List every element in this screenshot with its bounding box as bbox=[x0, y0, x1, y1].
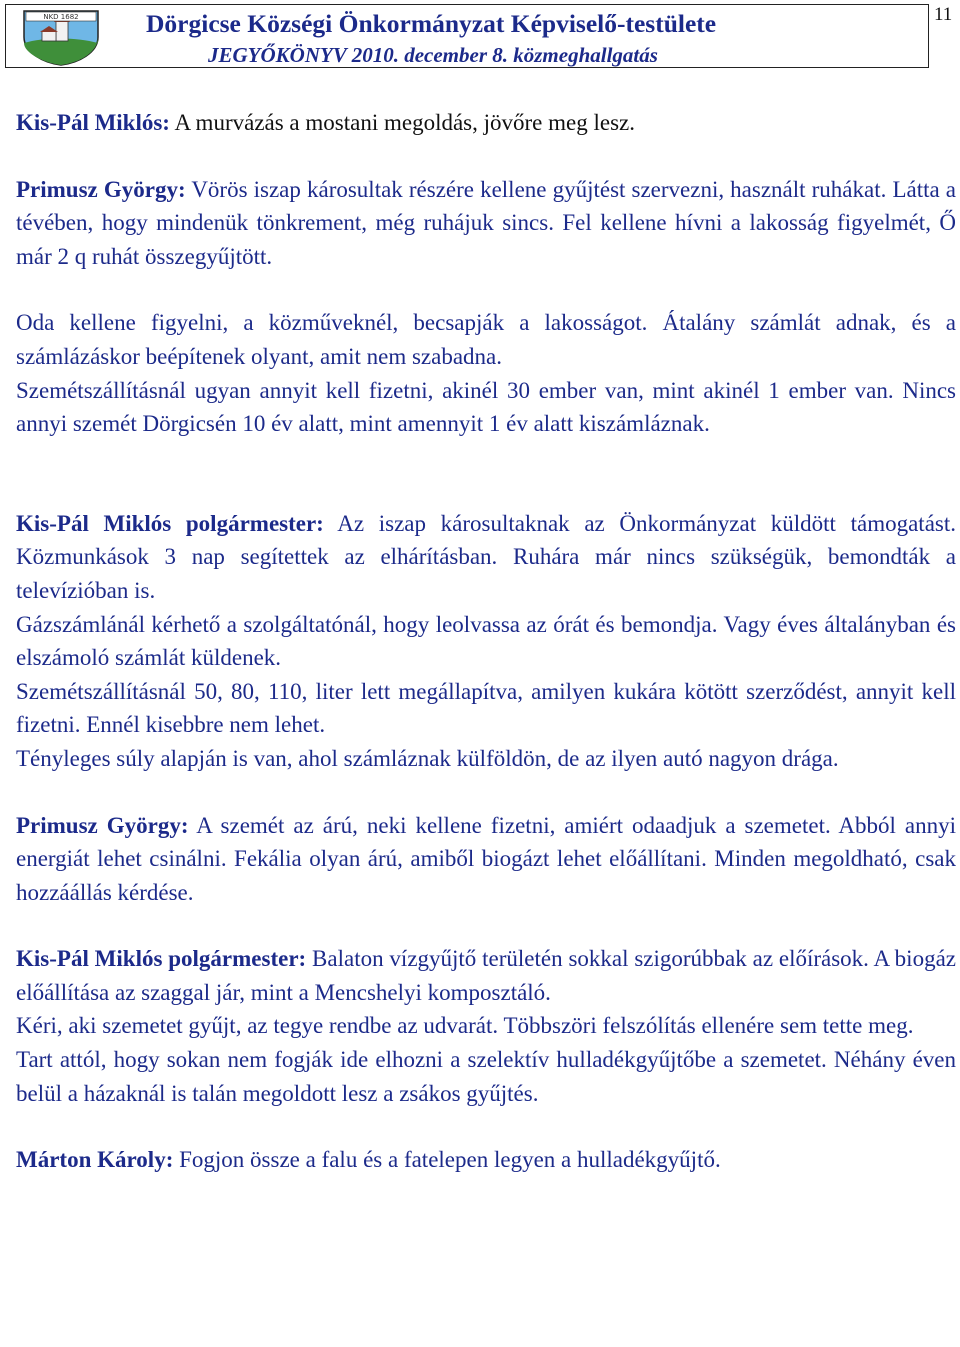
paragraph: Oda kellene figyelni, a közműveknél, becsapják a lakosságot. Átalány számlát adnak, és a számlázáskor beépítenek olyant, amit nem szabadna. bbox=[16, 310, 956, 369]
speech-block bbox=[16, 942, 956, 1110]
page-number: 11 bbox=[934, 4, 953, 25]
speech-block bbox=[16, 106, 956, 140]
speaker-name: Kis-Pál Miklós: bbox=[16, 110, 170, 135]
speech-text: A szemét az árú, neki kellene fizetni, amiért odaadjuk a szemetet. Abból annyi energiát lehet csinálni. Fekália olyan árú, amiből biogázt lehet előállítani. Minden megoldható, csak hozzáállás kérdése. bbox=[16, 812, 957, 905]
speech-text: A murvázás a mostani megoldás, jövőre meg lesz. bbox=[174, 110, 635, 135]
speech-block bbox=[16, 507, 956, 776]
speaker-name: Kis-Pál Miklós polgármester: bbox=[16, 510, 324, 536]
paragraph bbox=[16, 173, 956, 274]
speech-block bbox=[16, 173, 956, 441]
document-body bbox=[16, 106, 956, 1177]
speech-block bbox=[16, 809, 956, 910]
speaker-name: Márton Károly: bbox=[16, 1147, 174, 1173]
paragraph bbox=[16, 106, 956, 140]
paragraph: Tényleges súly alapján is van, ahol számláznak külföldön, de az ilyen autó nagyon drága. bbox=[16, 745, 839, 771]
paragraph: Kéri, aki szemetet gyűjt, az tegye rendbe az udvarát. Többszöri felszólítás ellenére sem tette meg. bbox=[16, 1013, 914, 1039]
document-subtitle: JEGYŐKÖNYV 2010. december 8. közmeghallgatás bbox=[208, 43, 658, 67]
paragraph: Gázszámlánál kérhető a szolgáltatónál, hogy leolvassa az órát és bemondja. Vagy éves általányban és elszámoló számlát küldenek. bbox=[16, 611, 956, 671]
speech-text: Balaton vízgyűjtő területén sokkal szigorúbbak az előírások. A biogáz előállítása az szaggal jár, mint a Mencshelyi komposztáló. bbox=[16, 946, 956, 1005]
paragraph bbox=[16, 809, 956, 910]
page-header bbox=[5, 4, 929, 68]
speaker-name: Kis-Pál Miklós polgármester: bbox=[16, 946, 307, 972]
paragraph bbox=[16, 942, 956, 1009]
speaker-name: Primusz György: bbox=[16, 812, 189, 838]
coat-of-arms-icon bbox=[16, 7, 106, 67]
speech-block bbox=[16, 1143, 956, 1177]
speaker-name: Primusz György: bbox=[16, 176, 186, 202]
speech-text: Vörös iszap károsultak részére kellene gyűjtést szervezni, használt ruhákat. Látta a tévében, hogy mindenük tönkrement, még ruhájuk sincs. Fel kellene hívni a lakosság figyelmét, Ő már 2 q ruhát összegyűjtött. bbox=[16, 176, 956, 269]
paragraph: Szemétszállításnál ugyan annyit kell fizetni, akinél 30 ember van, mint akinél 1 ember van. Nincs annyi szemét Dörgicsén 10 év alatt, mint amennyit 1 év alatt kiszámláznak. bbox=[16, 377, 956, 437]
paragraph bbox=[16, 507, 956, 608]
paragraph: Tart attól, hogy sokan nem fogják ide elhozni a szelektív hulladékgyűjtőbe a szemetet. Néhány éven belül a házaknál is talán megoldott lesz a zsákos gyűjtés. bbox=[16, 1047, 956, 1106]
paragraph: Szemétszállításnál 50, 80, 110, liter lett megállapítva, amilyen kukára kötött szerződést, annyit kell fizetni. Ennél kisebbre nem lehet. bbox=[16, 678, 956, 738]
document-title: Dörgicse Községi Önkormányzat Képviselő-testülete bbox=[146, 9, 717, 38]
speech-text: Fogjon össze a falu és a fatelepen legyen a hulladékgyűjtő. bbox=[179, 1147, 721, 1173]
speech-text: Az iszap károsultaknak az Önkormányzat küldött támogatást. Közmunkások 3 nap segítettek az elhárításban. Ruhára már nincs szükségük, bemondták a televízióban is. bbox=[16, 510, 956, 603]
svg-text:NKD 1682: NKD 1682 bbox=[43, 13, 79, 21]
paragraph bbox=[16, 1143, 956, 1177]
